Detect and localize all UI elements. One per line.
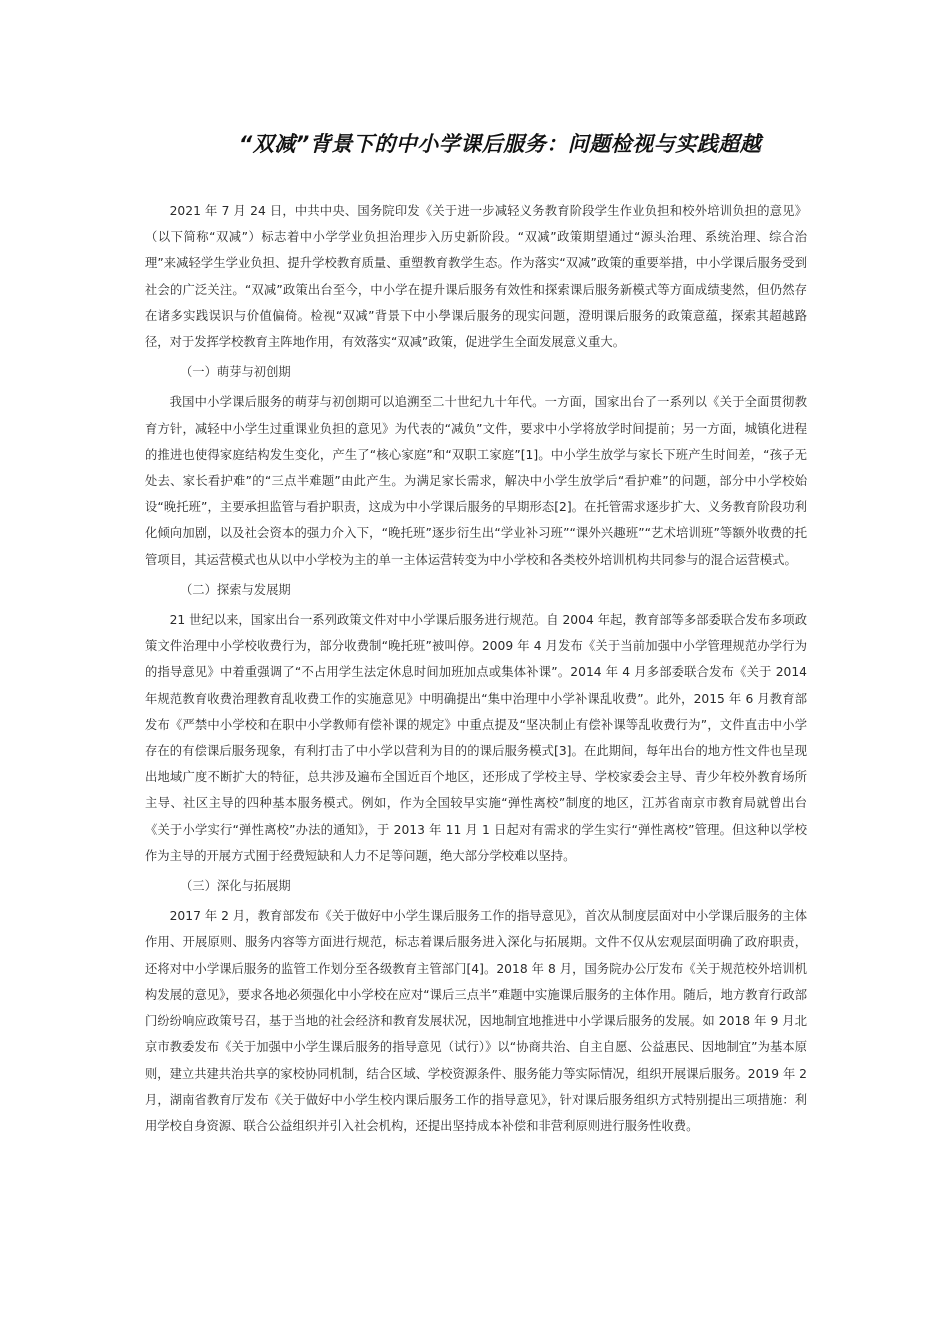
section-heading-2: （二）探索与发展期 bbox=[180, 582, 291, 597]
document-title: “双减”背景下的中小学课后服务：问题检视与实践超越 bbox=[238, 132, 762, 156]
section-paragraph-1: 我国中小学课后服务的萌芽与初创期可以追溯至二十世纪九十年代。一方面，国家出台了一系列以《关于全面贯彻教育方针，减轻中小学生过重课业负担的意见》为代表的“减负”文件，要求中小学将放学时间提前；另一方面，城镇化进程的推进也使得家庭结构发生变化，产生了“核心家庭”和“双职工家庭”[1]。中小学生放学与家长下班产生时间差，“孩子无处去、家长看护难”的“三点半难题”由此产生。为满足家长需求，解决中小学生放学后“看护难”的问题，部分中小学校始设“晚托班”，主要承担监管与看护职责，这成为中小学课后服务的早期形态[2]。在托管需求逐步扩大、义务教育阶段功利化倾向加剧，以及社会资本的强力介入下，“晚托班”逐步衍生出“学业补习班”“课外兴趣班”“艺术培训班”等额外收费的托管项目，其运营模式也从以中小学校为主的单一主体运营转变为中小学校和各类校外培训机构共同参与的混合运营模式。 bbox=[145, 395, 807, 567]
intro-paragraph: 2021 年 7 月 24 日，中共中央、国务院印发《关于进一步减轻义务教育阶段学生作业负担和校外培训负担的意见》（以下简称“双减”）标志着中小学学业负担治理步入历史新阶段。“双减”政策期望通过“源头治理、系统治理、综合治理”来减轻学生学业负担、提升学校教育质量、重塑教育教学生态。作为落实“双减”政策的重要举措，中小学课后服务受到社会的广泛关注。“双减”政策出台至今，中小学在提升课后服务有效性和探索课后服务新模式等方面成绩斐然，但仍然存在诸多实践误识与价值偏倚。检视“双减”背景下中小學课后服务的现实问题，澄明课后服务的政策意蕴，探索其超越路径，对于发挥学校教育主阵地作用，有效落实“双减”政策，促进学生全面发展意义重大。 bbox=[145, 204, 807, 350]
section-paragraph-2: 21 世纪以来，国家出台一系列政策文件对中小学课后服务进行规范。自 2004 年起，教育部等多部委联合发布多项政策文件治理中小学校收费行为，部分收费制“晚托班”被叫停。2009 年 4 月发布《关于当前加强中小学管理规范办学行为的指导意见》中着重强调了“不占用学生法定休息时间加班加点或集体补课”。2014 年 4 月多部委联合发布《关于 2014 年规范教育收费治理教育乱收费工作的实施意见》中明确提出“集中治理中小学补课乱收费”。此外，2015 年 6 月教育部发布《严禁中小学校和在职中小学教师有偿补课的规定》中重点提及“坚决制止有偿补课等乱收费行为”，文件直击中小学存在的有偿课后服务现象，有利打击了中小学以营利为目的的课后服务模式[3]。在此期间，每年出台的地方性文件也呈现出地域广度不断扩大的特征，总共涉及遍布全国近百个地区，还形成了学校主导、学校家委会主导、青少年校外教育场所主导、社区主导的四种基本服务模式。例如，作为全国较早实施“弹性离校”制度的地区，江苏省南京市教育局就曾出台《关于小学实行“弹性离校”办法的通知》，于 2013 年 11 月 1 日起对有需求的学生实行“弹性离校”管理。但这种以学校作为主导的开展方式囿于经费短缺和人力不足等问题，绝大部分学校难以坚持。 bbox=[145, 613, 807, 863]
section-paragraph-3: 2017 年 2 月，教育部发布《关于做好中小学生课后服务工作的指导意见》，首次从制度层面对中小学课后服务的主体作用、开展原则、服务内容等方面进行规范，标志着课后服务进入深化与拓展期。文件不仅从宏观层面明确了政府职责，还将对中小学课后服务的监管工作划分至各级教育主管部门[4]。2018 年 8 月，国务院办公厅发布《关于规范校外培训机构发展的意见》，要求各地必须强化中小学校在应对“课后三点半”难题中实施课后服务的主体作用。随后，地方教育行政部门纷纷响应政策号召，基于当地的社会经济和教育发展状况，因地制宜地推进中小学课后服务的发展。如 2018 年 9 月北京市教委发布《关于加强中小学生课后服务的指导意见（试行）》以“协商共治、自主自愿、公益惠民、因地制宜”为基本原则，建立共建共治共享的家校协同机制，结合区域、学校资源条件、服务能力等实际情况，组织开展课后服务。2019 年 2 月，湖南省教育厅发布《关于做好中小学生校内课后服务工作的指导意见》，针对课后服务组织方式特别提出三项措施：利用学校自身资源、联合公益组织并引入社会机构，还提出坚持成本补偿和非营利原则进行服务性收费。 bbox=[145, 909, 807, 1133]
section-heading-3: （三）深化与拓展期 bbox=[180, 879, 291, 894]
section-heading-1: （一）萌芽与初创期 bbox=[180, 365, 291, 380]
document-body bbox=[145, 198, 807, 1139]
